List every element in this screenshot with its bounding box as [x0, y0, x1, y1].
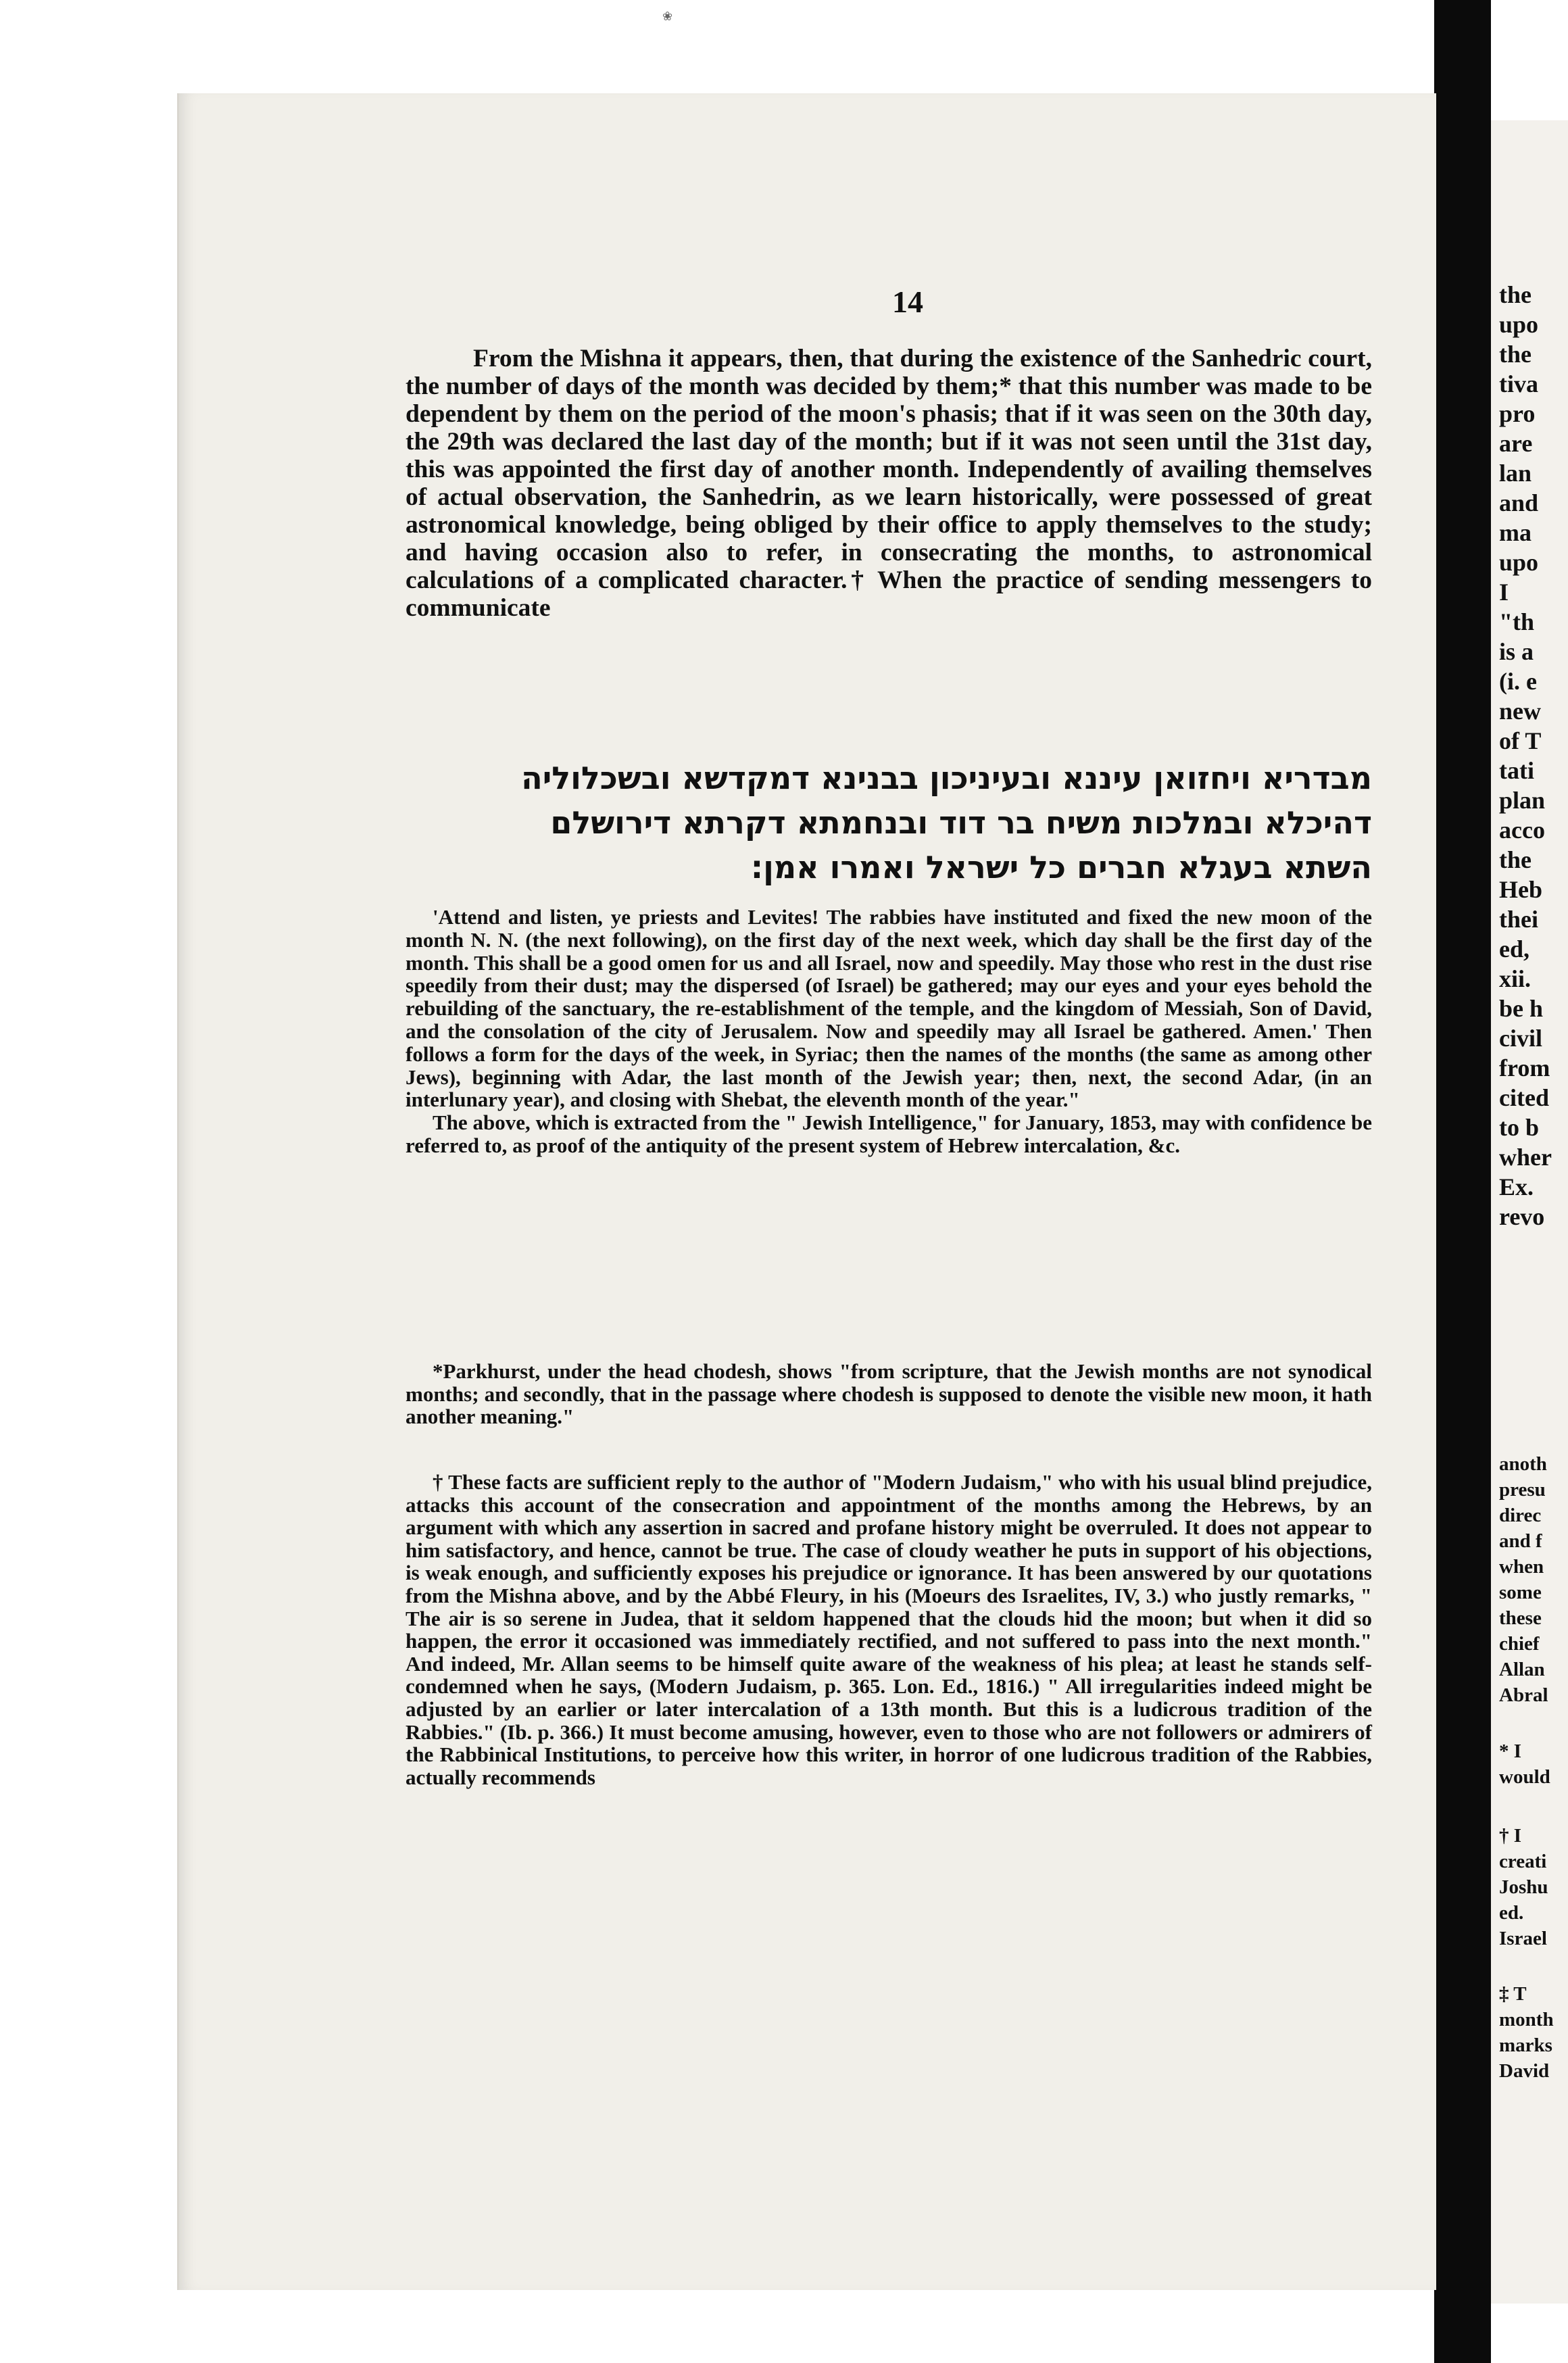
facing-page-line: ed. [1499, 1902, 1524, 1924]
facing-page-line: wher [1499, 1144, 1552, 1171]
hebrew-passage [406, 756, 1372, 890]
facing-page-line: ‡ T [1499, 1983, 1527, 2005]
facing-page-line: when [1499, 1556, 1544, 1578]
facing-page-line: are [1499, 430, 1533, 457]
facing-page-line: Abral [1499, 1684, 1548, 1706]
facing-page-line: creati [1499, 1851, 1547, 1872]
facing-page-line: upo [1499, 311, 1539, 338]
facing-page-line: * I [1499, 1740, 1522, 1762]
facing-page-line: ma [1499, 519, 1532, 546]
facing-page-line: is a [1499, 638, 1534, 665]
facing-page-line: xii. [1499, 965, 1532, 992]
page-number: 14 [892, 285, 923, 319]
facing-page-line: would [1499, 1766, 1550, 1788]
facing-page-line: presu [1499, 1479, 1546, 1501]
facing-page-line: the [1499, 341, 1532, 368]
facing-page-line: † I [1499, 1825, 1522, 1847]
facing-page-line: thei [1499, 906, 1538, 933]
facing-page-line: direc [1499, 1505, 1542, 1526]
main-paragraph-text: From the Mishna it appears, then, that during the existence of the Sanhedric court, the number of days of the month was decided by them;* that this number was made to be dependent by them on the period of the moon's phasis; that if it was seen on the 30th day, the 29th was declared the last day of the month; but if it was not seen until the 31st day, this was appointed the first day of another month. Independently of availing themselves of actual observation, the Sanhedrin, as we learn historically, were possessed of great astronomical knowledge, being obliged by their office to apply themselves to the study; and having occasion also to refer, in consecrating the months, to astronomical calculations of a complicated character.† When the practice of sending messengers to communicate [406, 345, 1372, 622]
facing-page-line: new [1499, 698, 1541, 725]
main-paragraph [406, 345, 1372, 622]
facing-page-line: tati [1499, 757, 1534, 784]
facing-page-line: the [1499, 281, 1532, 308]
facing-page-line: pro [1499, 400, 1536, 427]
facing-page-line: Israel [1499, 1928, 1547, 1949]
facing-page-line: Allan [1499, 1659, 1545, 1680]
footnote-star-text: *Parkhurst, under the head chodesh, shows "from scripture, that the Jewish months are not synodical months; and secondly, that in the passage where chodesh is supposed to denote the visible new moon, it hath another meaning." [406, 1359, 1372, 1428]
facing-page-line: plan [1499, 787, 1546, 814]
translation-paragraph: The above, which is extracted from the " Jewish Intelligence," for January, 1853, may with confidence be referred to, as proof of the antiquity of the present system of Hebrew intercalation, &c. [406, 1111, 1372, 1157]
facing-page-fragment [1491, 120, 1568, 2304]
scan-gutter [1434, 0, 1491, 2363]
facing-page-line: upo [1499, 549, 1539, 576]
translation-block [406, 906, 1372, 1157]
facing-page-line: I [1499, 579, 1509, 606]
facing-page-line: month [1499, 2009, 1554, 2030]
facing-page-line: Heb [1499, 876, 1543, 903]
hebrew-line: מבדריא ויחזואן עיננא ובעיניכון בבנינא דמקדשא ובשכלוליה [521, 760, 1372, 796]
facing-page-line: anoth [1499, 1453, 1547, 1475]
facing-page-line: (i. e [1499, 668, 1537, 695]
facing-page-line: David [1499, 2060, 1550, 2082]
facing-page-line: and f [1499, 1530, 1542, 1552]
facing-page-line: ed, [1499, 935, 1529, 963]
facing-page-line: acco [1499, 817, 1545, 844]
facing-page-line: some [1499, 1582, 1542, 1603]
facing-page-line: from [1499, 1054, 1550, 1081]
facing-page-line: the [1499, 846, 1532, 873]
facing-page-line: civil [1499, 1025, 1542, 1052]
facing-page-line: tiva [1499, 370, 1538, 397]
facing-page-line: these [1499, 1607, 1542, 1629]
facing-page-line: Ex. [1499, 1173, 1534, 1200]
footnote-dagger-text: † These facts are sufficient reply to the author of "Modern Judaism," who with his usual blind prejudice, attacks this account of the consecration and appointment of the months among the Hebrews, by an argument with which any assertion in sacred and profane history might be overruled. It does not appear to him satisfactory, and hence, cannot be true. The case of cloudy weather he puts in support of his objections, is weak enough, and sufficiently exposes his prejudice or ignorance. It has been answered by our quotations from the Mishna above, and by the Abbé Fleury, in his (Moeurs des Israelites, IV, 3.) who justly remarks, " The air is so serene in Judea, that it seldom happened that the clouds hid the moon; but when it did so happen, the error it occasioned was immediately rectified, and not suffered to pass into the next month." And indeed, Mr. Allan seems to be himself quite aware of the weakness of his plea; at least he stands self-condemned when he says, (Modern Judaism, p. 365. Lon. Ed., 1816.) " All irregularities indeed might be adjusted by an earlier or later intercalation of a 13th month. But this is a ludicrous tradition of the Rabbies." (Ib. p. 366.) It must become amusing, however, even to those who are not followers or admirers of the Rabbinical Institutions, to perceive how this writer, in horror of one ludicrous tradition of the Rabbies, actually recommends [406, 1470, 1372, 1789]
hebrew-line: השתא בעגלא חברים כל ישראל ואמרו אמן: [750, 849, 1372, 885]
scan-mark: ❀ [662, 9, 673, 23]
facing-page-line: of T [1499, 727, 1542, 754]
facing-page-line: marks [1499, 2035, 1552, 2056]
facing-page-line: lan [1499, 460, 1532, 487]
facing-page-line: cited [1499, 1084, 1549, 1111]
facing-page-line: revo [1499, 1203, 1545, 1230]
facing-page-line: chief [1499, 1633, 1540, 1655]
facing-page-line: "th [1499, 608, 1534, 635]
facing-page-line: be h [1499, 995, 1544, 1022]
footnote-dagger [406, 1471, 1372, 1788]
hebrew-line: דהיכלא ובמלכות משיח בר דוד ובנחמתא דקרתא דירושלם [550, 804, 1372, 841]
footnote-star [406, 1360, 1372, 1428]
translation-paragraph: 'Attend and listen, ye priests and Levites! The rabbies have instituted and fixed the new moon of the month N. N. (the next following), on the first day of the next week, which day shall be the first day of the month. This shall be a good omen for us and all Israel, now and speedily. May those who rest in the dust rise speedily from their dust; may the dispersed (of Israel) be gathered; may our eyes and your eyes behold the rebuilding of the sanctuary, the re-establishment of the temple, and the kingdom of Messiah, Son of David, and the consolation of the city of Jerusalem. Now and speedily may all Israel be gathered. Amen.' Then follows a form for the days of the week, in Syriac; then the names of the months (the same as among other Jews), beginning with Adar, the last month of the Jewish year; then, next, the second Adar, (in an interlunary year), and closing with Shebat, the eleventh month of the year." [406, 905, 1372, 1112]
facing-page-line: Joshu [1499, 1876, 1548, 1898]
facing-page-line: and [1499, 489, 1539, 516]
scan-left-margin [0, 0, 157, 2363]
facing-page-line: to b [1499, 1114, 1540, 1141]
